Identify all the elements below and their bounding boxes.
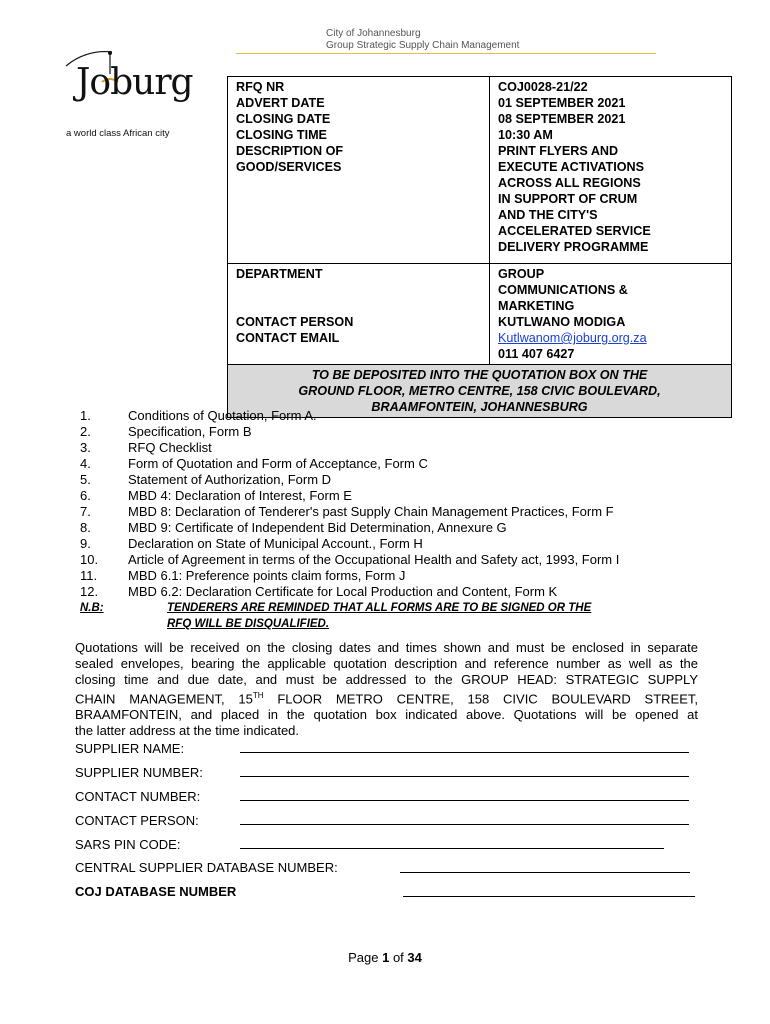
paragraph-line-4-post: FLOOR METRO CENTRE, 158 CIVIC BOULEVARD STREET, <box>263 691 698 707</box>
list-item: MBD 6.2: Declaration Certificate for Local Production and Content, Form K <box>128 584 558 599</box>
closing-date-label: CLOSING DATE <box>236 112 331 126</box>
paragraph-line: closing time and due date, and must be addressed to the GROUP HEAD: STRATEGIC SUPPLY <box>75 672 698 687</box>
logo-tagline: a world class African city <box>66 128 170 139</box>
of-word: of <box>392 950 404 965</box>
nb-line-2: RFQ WILL BE DISQUALIFIED. <box>167 618 330 630</box>
page-total: 34 <box>407 950 422 965</box>
paragraph-line: the latter address at the time indicated. <box>75 723 300 739</box>
description-line: DELIVERY PROGRAMME <box>498 240 649 254</box>
paragraph-line: BRAAMFONTEIN, and placed in the quotation box indicated above. Quotations will be opened at <box>75 707 698 723</box>
advert-date-value: 01 SEPTEMBER 2021 <box>498 96 626 110</box>
deposit-line: GROUND FLOOR, METRO CENTRE, 158 CIVIC BOULEVARD, <box>298 384 661 398</box>
list-item-number: 12. <box>80 584 99 599</box>
list-item: MBD 9: Certificate of Independent Bid Determination, Annexure G <box>128 520 507 535</box>
deposit-line: TO BE DEPOSITED INTO THE QUOTATION BOX ON THE <box>311 368 648 382</box>
contact-person-field[interactable] <box>240 824 689 825</box>
description-line: ACCELERATED SERVICE <box>498 224 651 238</box>
description-line: ACROSS ALL REGIONS <box>498 176 641 190</box>
list-item: Statement of Authorization, Form D <box>128 472 332 487</box>
page-current: 1 <box>382 950 390 965</box>
rfq-details-table <box>227 76 732 418</box>
description-label-2: GOOD/SERVICES <box>236 160 342 174</box>
list-item: Form of Quotation and Form of Acceptance, Form C <box>128 456 428 471</box>
paragraph-line-4 <box>75 688 698 707</box>
paragraph-line-4-pre: CHAIN MANAGEMENT, 15 <box>75 691 253 707</box>
description-line: AND THE CITY'S <box>498 208 598 222</box>
list-item-number: 10. <box>80 552 99 567</box>
logo-wordmark: Joburg <box>76 62 193 103</box>
department-label: DEPARTMENT <box>236 267 323 281</box>
rfq-values-bottom <box>490 264 732 365</box>
header-org: City of Johannesburg <box>326 28 421 39</box>
list-item-number: 4. <box>80 456 91 471</box>
closing-time-label: CLOSING TIME <box>236 128 327 142</box>
contact-email-link[interactable]: Kutlwanom@joburg.org.za <box>498 331 647 345</box>
rfq-values-top <box>490 77 732 264</box>
supplier-name-field[interactable] <box>240 752 689 753</box>
closing-time-value: 10:30 AM <box>498 128 553 142</box>
description-line: PRINT FLYERS AND <box>498 144 619 158</box>
deposit-line: BRAAMFONTEIN, JOHANNESBURG <box>371 400 588 414</box>
list-item-number: 2. <box>80 424 91 439</box>
submission-paragraph <box>75 640 698 739</box>
contact-number-field[interactable] <box>240 800 689 801</box>
supplier-name-label: SUPPLIER NAME: <box>75 741 185 756</box>
contact-person-value: KUTLWANO MODIGA <box>498 315 626 329</box>
list-item: Article of Agreement in terms of the Occupational Health and Safety act, 1993, Form I <box>128 552 620 567</box>
sars-pin-label: SARS PIN CODE: <box>75 837 181 852</box>
paragraph-line: sealed envelopes, bearing the applicable quotation description and reference number as well as the <box>75 656 698 671</box>
csd-number-field[interactable] <box>400 872 690 873</box>
list-item: MBD 6.1: Preference points claim forms, Form J <box>128 568 406 583</box>
joburg-logo <box>62 48 193 138</box>
closing-date-value: 08 SEPTEMBER 2021 <box>498 112 626 126</box>
list-item-number: 11. <box>80 568 98 583</box>
sars-pin-field[interactable] <box>240 848 664 849</box>
list-item-number: 7. <box>80 504 91 519</box>
list-item: MBD 4: Declaration of Interest, Form E <box>128 488 352 503</box>
list-item: Specification, Form B <box>128 424 252 439</box>
list-item-number: 8. <box>80 520 91 535</box>
rfq-labels-bottom <box>228 264 490 365</box>
header-rule <box>236 53 656 54</box>
rfq-nr-label: RFQ NR <box>236 80 285 94</box>
page-number <box>0 950 770 965</box>
header-unit: Group Strategic Supply Chain Management <box>326 40 520 51</box>
list-item: RFQ Checklist <box>128 440 212 455</box>
coj-db-number-field[interactable] <box>403 896 695 897</box>
advert-date-label: ADVERT DATE <box>236 96 325 110</box>
department-line: MARKETING <box>498 299 575 313</box>
contact-person-label: CONTACT PERSON: <box>75 813 199 828</box>
list-item: Conditions of Quotation, Form A. <box>128 408 317 423</box>
description-line: EXECUTE ACTIVATIONS <box>498 160 645 174</box>
list-item: MBD 8: Declaration of Tenderer's past Supply Chain Management Practices, Form F <box>128 504 614 519</box>
contact-number-label: CONTACT NUMBER: <box>75 789 201 804</box>
nb-line-1: TENDERERS ARE REMINDED THAT ALL FORMS ARE TO BE SIGNED OR THE <box>167 602 592 614</box>
description-label-1: DESCRIPTION OF <box>236 144 344 158</box>
list-item-number: 9. <box>80 536 91 551</box>
paragraph-line: Quotations will be received on the closing dates and times shown and must be enclosed in separate <box>75 640 698 655</box>
paragraph-superscript: TH <box>252 691 264 700</box>
rfq-labels-top <box>228 77 490 264</box>
rfq-nr-value: COJ0028-21/22 <box>498 80 588 94</box>
list-item-number: 5. <box>80 472 91 487</box>
description-line: IN SUPPORT OF CRUM <box>498 192 638 206</box>
coj-db-number-label: COJ DATABASE NUMBER <box>75 884 237 899</box>
csd-number-label: CENTRAL SUPPLIER DATABASE NUMBER: <box>75 860 338 875</box>
list-item: Declaration on State of Municipal Account., Form H <box>128 536 423 551</box>
list-item-number: 3. <box>80 440 91 455</box>
page-word: Page <box>348 950 379 965</box>
department-line: COMMUNICATIONS & <box>498 283 628 297</box>
list-item-number: 1. <box>80 408 91 423</box>
supplier-number-field[interactable] <box>240 776 689 777</box>
list-item-number: 6. <box>80 488 91 503</box>
contact-phone-value: 011 407 6427 <box>498 347 575 361</box>
supplier-number-label: SUPPLIER NUMBER: <box>75 765 203 780</box>
department-line: GROUP <box>498 267 545 281</box>
nb-label: N.B: <box>80 602 104 614</box>
contact-email-label: CONTACT EMAIL <box>236 331 340 345</box>
contact-person-label: CONTACT PERSON <box>236 315 354 329</box>
